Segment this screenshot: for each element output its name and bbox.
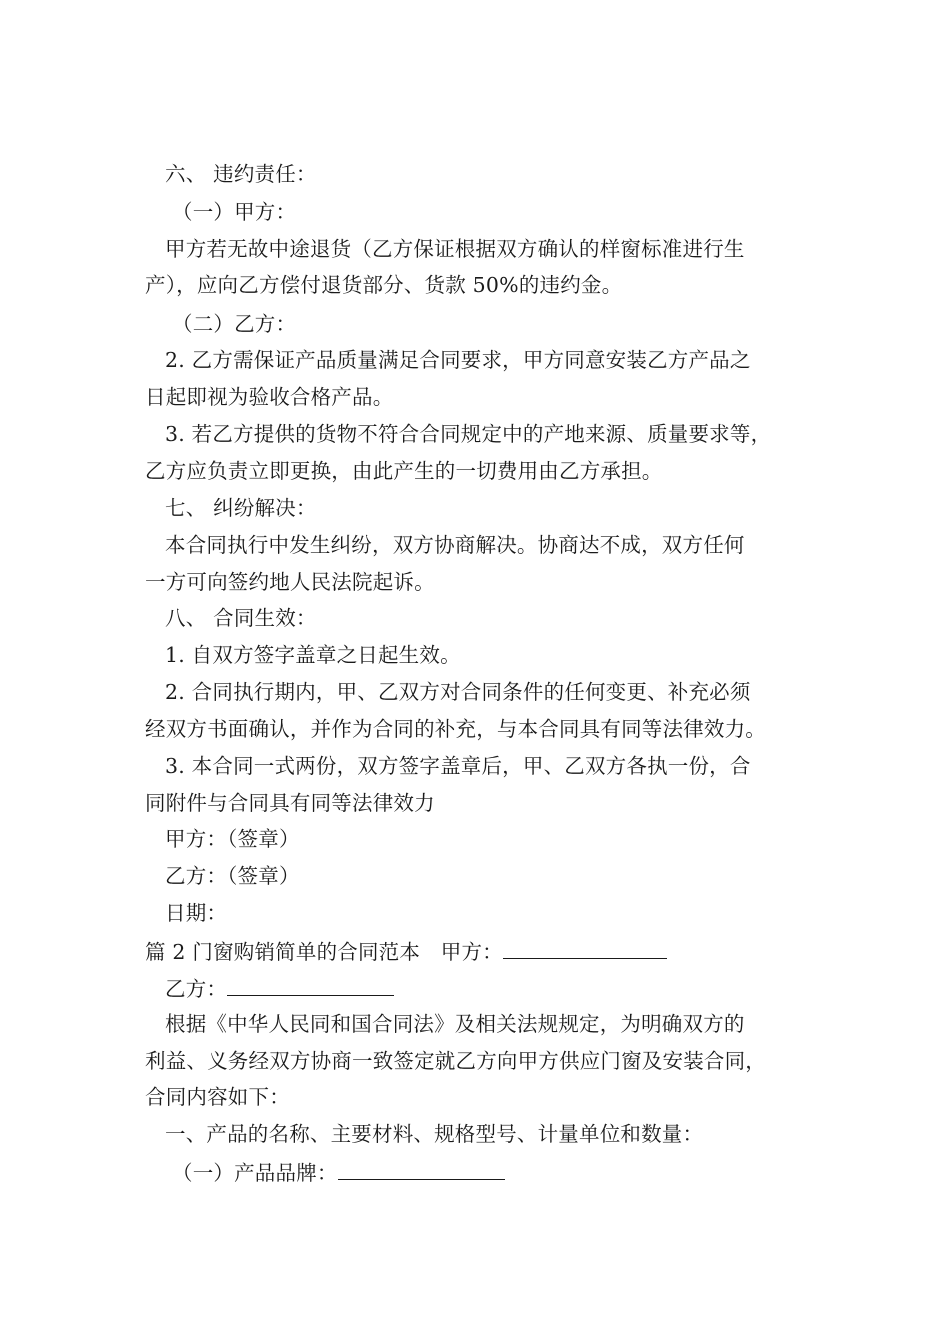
paragraph-line: 本合同执行中发生纠纷，双方协商解决。协商达不成，双方任何 (165, 533, 745, 557)
section-6-heading: 六、 违约责任： (165, 162, 317, 186)
paragraph-line: 乙方应负责立即更换，由此产生的一切费用由乙方承担。 (145, 459, 663, 483)
subsection-party-b: （二）乙方： (172, 312, 297, 336)
article-2-title-row (145, 936, 667, 966)
party-a-blank (503, 936, 667, 959)
section-8-heading: 八、 合同生效： (165, 606, 317, 630)
article-2-title: 篇 2 门窗购销简单的合同范本 甲方： (145, 940, 503, 964)
section-7-heading: 七、 纠纷解决： (165, 496, 317, 520)
paragraph-line: 3. 若乙方提供的货物不符合合同规定中的产地来源、质量要求等， (165, 422, 772, 446)
paragraph-line: 日起即视为验收合格产品。 (145, 385, 394, 409)
party-a-signature: 甲方：（签章） (165, 827, 300, 851)
paragraph-line: 1. 自双方签字盖章之日起生效。 (165, 643, 461, 667)
party-b-row (165, 973, 394, 1003)
paragraph-line: 3. 本合同一式两份，双方签字盖章后，甲、乙双方各执一份，合 (165, 754, 751, 778)
paragraph-line: 根据《中华人民同和国合同法》及相关法规规定，为明确双方的 (165, 1012, 745, 1036)
product-brand-row (172, 1157, 505, 1187)
paragraph-line: 2. 乙方需保证产品质量满足合同要求，甲方同意安装乙方产品之 (165, 348, 751, 372)
paragraph-line: 2. 合同执行期内，甲、乙双方对合同条件的任何变更、补充必须 (165, 680, 751, 704)
paragraph-line: 合同内容如下： (145, 1085, 290, 1109)
subsection-party-a: （一）甲方： (172, 200, 297, 224)
product-brand-label: （一）产品品牌： (172, 1161, 338, 1185)
paragraph-line: 利益、义务经双方协商一致签定就乙方向甲方供应门窗及安装合同， (145, 1049, 766, 1073)
party-b-blank (227, 973, 394, 996)
date-label: 日期： (165, 901, 228, 925)
paragraph-line: 甲方若无故中途退货（乙方保证根据双方确认的样窗标准进行生 (165, 237, 745, 261)
section-1-heading: 一、产品的名称、主要材料、规格型号、计量单位和数量： (165, 1122, 704, 1146)
product-brand-blank (338, 1157, 505, 1180)
paragraph-line: 经双方书面确认，并作为合同的补充，与本合同具有同等法律效力。 (145, 717, 766, 741)
paragraph-line: 一方可向签约地人民法院起诉。 (145, 570, 435, 594)
paragraph-line: 产），应向乙方偿付退货部分、货款 50%的违约金。 (145, 273, 623, 297)
paragraph-line: 同附件与合同具有同等法律效力 (145, 791, 435, 815)
party-b-signature: 乙方：（签章） (165, 864, 300, 888)
party-b-label: 乙方： (165, 977, 228, 1001)
